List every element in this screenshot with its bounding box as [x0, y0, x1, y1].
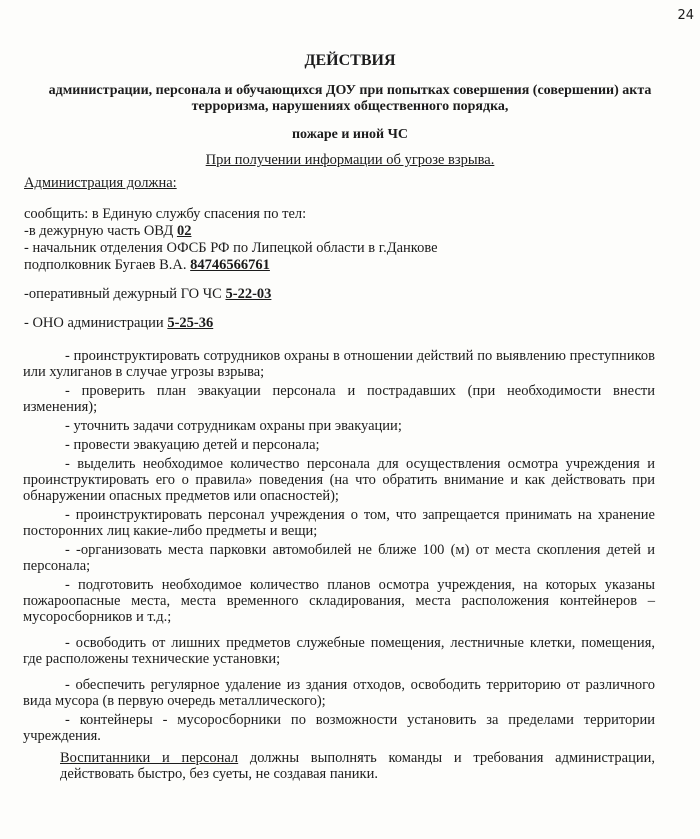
- contacts-line-2: [24, 223, 660, 240]
- go-chs-phone: 5-22-03: [225, 286, 272, 302]
- list-item: - уточнить задачи сотрудникам охраны при эвакуации;: [65, 418, 402, 434]
- list-item: - выделить необходимое количество персонала для осуществления осмотра учреждения и проинструктировать его о правила» поведения (на что обратить внимание и как действовать при обнаружении опасных предметов или опасностей);: [23, 456, 655, 504]
- list-item: - провести эвакуацию детей и персонала;: [65, 437, 320, 453]
- list-item: - подготовить необходимое количество планов осмотра учреждения, на которых указаны пожароопасные места, места временного складирования, места расположения контейнеров – мусоросборников и т.д.;: [23, 577, 655, 625]
- list-item: - проверить план эвакуации персонала и пострадавших (при необходимости внести изменения);: [23, 383, 655, 415]
- admin-label: Администрация должна:: [24, 175, 177, 191]
- contacts-line-4: [24, 257, 660, 274]
- list-item: - проинструктировать персонал учреждения о том, что запрещается принимать на хранение посторонних лиц какие-либо предметы и вещи;: [23, 507, 655, 539]
- contacts-line-6-label: - ОНО администрации: [24, 315, 168, 331]
- list-item: - обеспечить регулярное удаление из здания отходов, освободить территорию от различного вида мусора (в первую очередь металлического);: [23, 677, 655, 709]
- contacts-line-4-label: подполковник Бугаев В.А.: [24, 257, 191, 273]
- ono-phone: 5-25-36: [167, 315, 214, 331]
- closing-underlined: Воспитанники и персонал: [60, 750, 239, 766]
- ovd-phone: 02: [176, 223, 192, 239]
- list-item: - проинструктировать сотрудников охраны в отношении действий по выявлению преступников или хулиганов в случае угрозы взрыва;: [23, 348, 655, 380]
- list-item: - контейнеры - мусоросборники по возможности установить за пределами территории учреждения.: [23, 712, 655, 744]
- document-subtitle-2: пожаре и иной ЧС: [291, 127, 409, 142]
- closing-paragraph: [60, 750, 655, 782]
- list-item: - -организовать места парковки автомобилей не ближе 100 (м) от места скопления детей и персонала;: [23, 542, 655, 574]
- section-heading: При получении информации об угрозе взрыва.: [205, 152, 495, 168]
- contacts-line-3: - начальник отделения ОФСБ РФ по Липецкой области в г.Данкове: [24, 240, 438, 256]
- contacts-line-2-label: -в дежурную часть ОВД: [24, 223, 177, 239]
- contacts-line-1: сообщить: в Единую службу спасения по тел:: [24, 206, 307, 222]
- document-subtitle: администрации, персонала и обучающихся ДОУ при попытках совершения (совершении) акта терроризма, нарушениях общественного порядка,: [48, 83, 652, 114]
- closing-text: должны выполнять команды и требования администрации, действовать быстро, без суеты, не создавая паники.: [60, 750, 655, 782]
- list-item: - освободить от лишних предметов служебные помещения, лестничные клетки, помещения, где расположены технические установки;: [23, 635, 655, 667]
- document-title: ДЕЙСТВИЯ: [304, 52, 396, 69]
- action-list: [23, 348, 655, 744]
- contacts-block: [24, 206, 660, 332]
- contacts-line-5: [24, 286, 660, 303]
- fsb-phone: 84746566761: [190, 257, 270, 273]
- page-number: 24: [677, 8, 694, 23]
- contacts-line-5-label: -оперативный дежурный ГО ЧС: [24, 286, 226, 302]
- contacts-line-6: [24, 315, 660, 332]
